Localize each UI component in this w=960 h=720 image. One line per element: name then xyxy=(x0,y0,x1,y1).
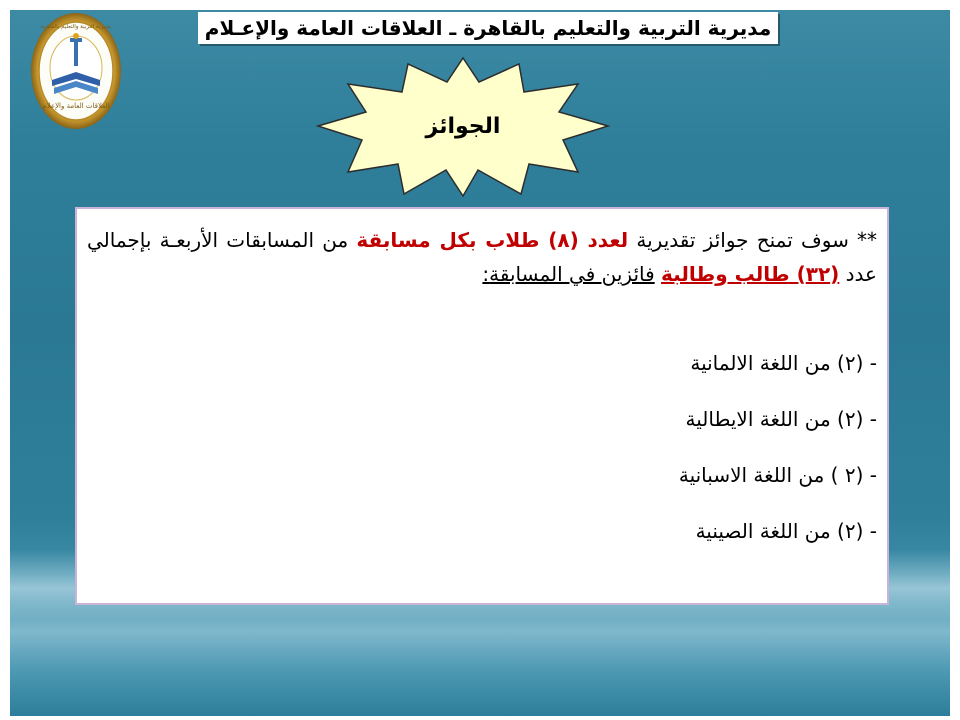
prize-chinese: - (٢) من اللغة الصينية xyxy=(695,519,877,543)
prize-list xyxy=(87,351,877,575)
prize-german: - (٢) من اللغة الالمانية xyxy=(690,351,877,375)
intro-text-2: من المسابقات الأربعـة بإجمالي عدد xyxy=(87,228,877,286)
prizes-content-box xyxy=(75,207,889,605)
intro-winners-text: فائزين في المسابقة xyxy=(489,262,655,286)
intro-highlight-total: (٣٢) طالب وطالبة xyxy=(661,262,840,286)
prizes-starburst-badge xyxy=(316,56,610,198)
intro-text-1: ** سوف تمنح جوائز تقديرية xyxy=(628,228,878,252)
logo-ring-text: مديرية التربية والتعليم بالقاهرة xyxy=(41,24,111,30)
page-header-title: مديرية التربية والتعليم بالقاهرة ـ العلاقات العامة والإعـلام xyxy=(198,12,778,44)
intro-colon: : xyxy=(482,262,490,286)
logo-bottom-text: العلاقات العامة والإعلام xyxy=(42,102,110,110)
directorate-seal-icon xyxy=(30,10,122,132)
prize-italian: - (٢) من اللغة الايطالية xyxy=(685,407,877,431)
intro-highlight-per-contest: لعدد (٨) طلاب بكل مسابقة xyxy=(356,228,629,252)
prize-spanish: - (٢ ) من اللغة الاسبانية xyxy=(678,463,877,487)
prizes-heading: الجوائز xyxy=(425,114,501,139)
intro-paragraph xyxy=(87,223,877,291)
